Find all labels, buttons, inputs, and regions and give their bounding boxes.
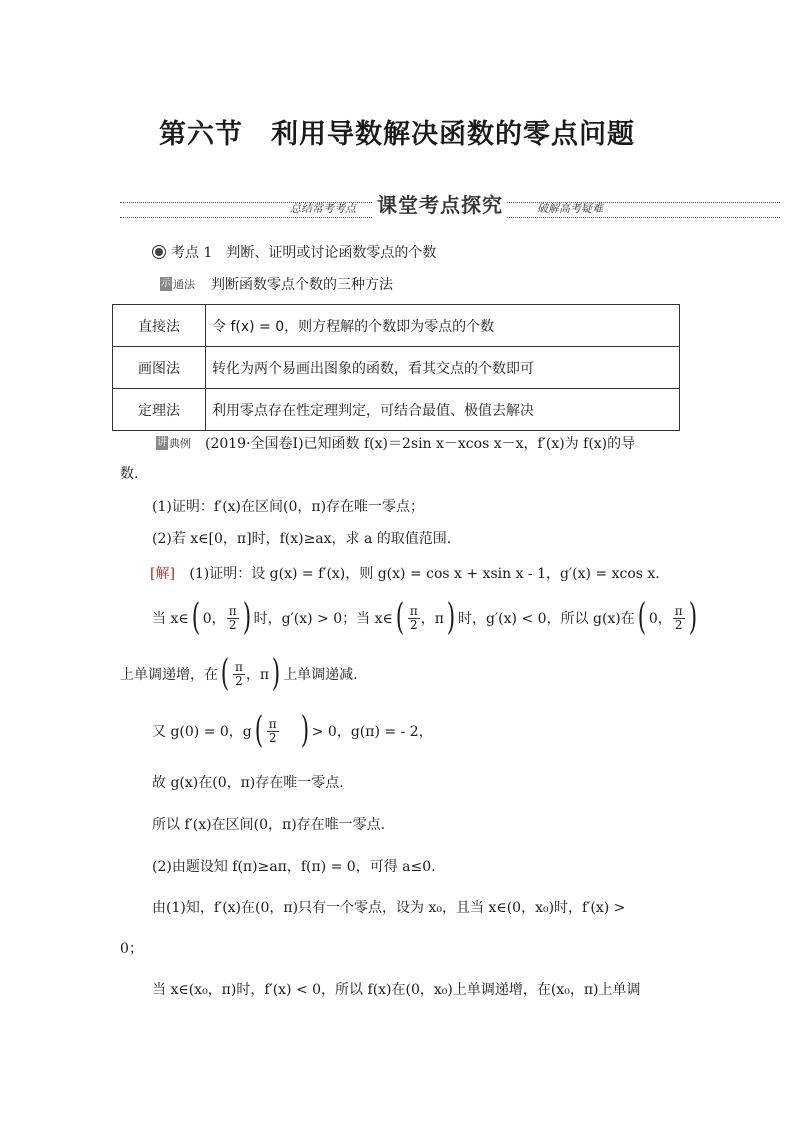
frac-num: π bbox=[674, 603, 683, 618]
tongfa-heading bbox=[160, 274, 393, 294]
right-paren: ) bbox=[300, 710, 309, 751]
left-paren: ( bbox=[191, 597, 200, 638]
fraction-pi-over-2 bbox=[408, 605, 420, 632]
solution-line-9: 0； bbox=[120, 941, 143, 957]
solution-line-10: 当 x∈(x₀，π)时，f′(x) < 0，所以 f(x)在(0，x₀)上单调递增，在(x₀，π)上单调 bbox=[152, 982, 641, 998]
frac-num: π bbox=[268, 716, 277, 731]
frac-den: 2 bbox=[228, 617, 237, 632]
solution-line-3 bbox=[120, 653, 358, 694]
tongfa-label: 通法 bbox=[173, 278, 195, 291]
method-name: 直接法 bbox=[113, 305, 206, 347]
methods-table bbox=[112, 304, 680, 431]
frac-den: 2 bbox=[268, 730, 277, 745]
example-line-1 bbox=[156, 433, 635, 453]
tongfa-badge-icon: 示 bbox=[161, 278, 171, 289]
frac-den: 2 bbox=[410, 617, 418, 632]
text-span: 上单调递减. bbox=[283, 667, 358, 683]
left-paren: ( bbox=[637, 597, 647, 638]
method-name: 画图法 bbox=[113, 347, 206, 389]
fraction-pi-over-2 bbox=[227, 605, 239, 632]
kaodian-label: 考点 1 bbox=[171, 245, 213, 261]
banner-center-text: 课堂考点探究 bbox=[373, 189, 507, 218]
method-desc: 转化为两个易画出图象的函数，看其交点的个数即可 bbox=[206, 347, 680, 389]
left-paren: ( bbox=[220, 653, 230, 694]
solution-line-5: 故 g(x)在(0，π)存在唯一零点. bbox=[152, 775, 344, 791]
text-span: 当 x∈ bbox=[152, 611, 189, 627]
table-row bbox=[113, 305, 680, 347]
solution-line-1 bbox=[150, 563, 660, 583]
example-text: (2019·全国卷Ⅰ)已知函数 f(x)＝2sin x－xcos x－x，f′(x)为 f(x)的导 bbox=[205, 436, 636, 452]
example-label: 典例 bbox=[169, 437, 191, 450]
text-span: 时，g′(x) < 0，所以 g(x)在 bbox=[458, 611, 635, 627]
frac-den: 2 bbox=[674, 617, 683, 632]
frac-num: π bbox=[409, 603, 418, 618]
table-row bbox=[113, 389, 680, 431]
table-row bbox=[113, 347, 680, 389]
method-name: 定理法 bbox=[113, 389, 206, 431]
left-paren: ( bbox=[395, 597, 405, 638]
fraction-pi-over-2 bbox=[673, 605, 685, 632]
frac-den: 2 bbox=[235, 673, 243, 688]
page-title: 第六节 利用导数解决函数的零点问题 bbox=[159, 119, 635, 150]
method-desc: 利用零点存在性定理判定，可结合最值、极值去解决 bbox=[206, 389, 680, 431]
section-banner bbox=[120, 188, 780, 222]
solution-line-4 bbox=[152, 710, 433, 751]
banner-left-text: 总结常考考点 bbox=[290, 202, 356, 215]
frac-num: π bbox=[235, 659, 243, 674]
text-span: > 0，g(π) = - 2， bbox=[311, 724, 433, 740]
text-span: 又 g(0) = 0，g bbox=[152, 724, 252, 740]
kaodian-text: 判断、证明或讨论函数零点的个数 bbox=[226, 245, 437, 261]
solution-line-7: (2)由题设知 f(π)≥aπ，f(π) = 0，可得 a≤0. bbox=[152, 859, 436, 875]
fraction-pi-over-2 bbox=[233, 661, 245, 688]
right-paren: ) bbox=[242, 597, 251, 638]
question-2: (2)若 x∈[0，π]时，f(x)≥ax，求 a 的取值范围. bbox=[152, 531, 452, 547]
text-span: 0， bbox=[202, 611, 226, 627]
right-paren: ) bbox=[271, 653, 281, 694]
text-span: ，π bbox=[420, 611, 444, 627]
text-span: ，π bbox=[245, 667, 270, 683]
text-span: 时，g′(x) > 0；当 x∈ bbox=[253, 611, 393, 627]
solution-tag: [解] bbox=[150, 566, 175, 582]
fraction-pi-over-2 bbox=[267, 718, 279, 745]
left-paren: ( bbox=[254, 710, 263, 751]
solution-line-6: 所以 f′(x)在区间(0，π)存在唯一零点. bbox=[152, 817, 386, 833]
frac-num: π bbox=[228, 603, 237, 618]
right-paren: ) bbox=[446, 597, 456, 638]
example-line-1b: 数. bbox=[120, 466, 139, 482]
solution-text-1: (1)证明：设 g(x) = f′(x)，则 g(x) = cos x + xsin x - 1，g′(x) = xcos x. bbox=[189, 566, 660, 582]
target-circle-icon bbox=[152, 245, 166, 259]
text-span: 上单调递增，在 bbox=[120, 667, 218, 683]
text-span: 0， bbox=[648, 611, 672, 627]
solution-line-2 bbox=[152, 597, 700, 638]
question-1: (1)证明：f′(x)在区间(0，π)存在唯一零点； bbox=[152, 499, 425, 515]
method-desc: 令 f(x) = 0，则方程解的个数即为零点的个数 bbox=[206, 305, 680, 347]
tongfa-text: 判断函数零点个数的三种方法 bbox=[211, 277, 393, 293]
kaodian-heading bbox=[152, 242, 436, 262]
example-badge-icon: 讲 bbox=[157, 437, 167, 448]
right-paren: ) bbox=[688, 597, 697, 638]
solution-line-8: 由(1)知，f′(x)在(0，π)只有一个零点，设为 x₀，且当 x∈(0，x₀)时，f′(x) > bbox=[152, 900, 626, 916]
banner-right-text: 破解高考疑难 bbox=[537, 202, 603, 215]
